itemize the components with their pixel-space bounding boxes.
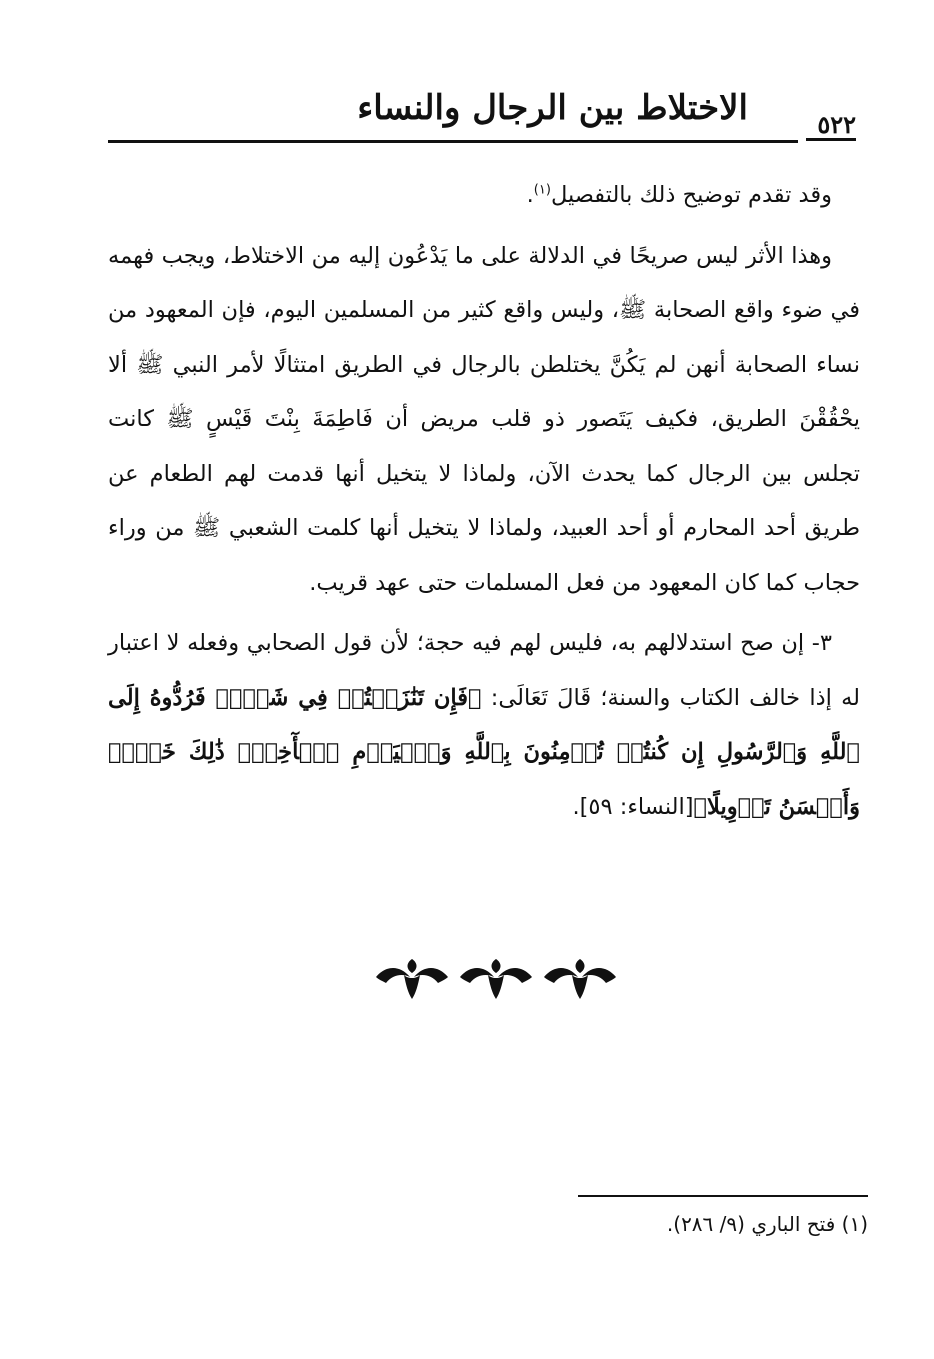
paragraph-1-end: . (526, 182, 534, 208)
quran-verse: ﴿فَإِن تَنَٰزَعۡتُمۡ فِي شَيۡءٖ فَرُدُّوهُ إِلَى ٱللَّهِ وَٱلرَّسُولِ إِن كُنتُمۡ تُؤۡمِنُونَ بِٱللَّهِ وَٱلۡيَوۡمِ ٱلۡأٓخِرِۚ ذَٰلِكَ خَيۡرٞ وَأَحۡسَنُ تَأۡوِيلًا﴾ (108, 684, 860, 820)
footnote-rule (578, 1195, 868, 1197)
page-header (108, 88, 858, 148)
body-text (108, 168, 860, 834)
verse-citation: [النساء: ٥٩]. (572, 793, 694, 820)
ornament-motif (544, 959, 616, 999)
footnote: (١) فتح الباري (٩/ ٢٨٦). (666, 1212, 868, 1236)
running-title: الاختلاط بين الرجال والنساء (357, 88, 748, 128)
paragraph-3 (108, 616, 860, 834)
ornament-motif (460, 959, 532, 999)
footnote-ref: (١) (533, 182, 551, 198)
paragraph-1-text: وقد تقدم توضيح ذلك بالتفصيل (550, 182, 832, 208)
paragraph-1 (108, 168, 860, 223)
ornament-divider (372, 955, 620, 1003)
paragraph-2: وهذا الأثر ليس صريحًا في الدلالة على ما يَدْعُون إليه من الاختلاط، ويجب فهمه في ضوء واقع الصحابة ﷺ، وليس واقع كثير من المسلمين اليوم، فإن المعهود من نساء الصحابة أنهن لم يَكُنَّ يختلطن بالرجال في الطريق امتثالًا لأمر النبي ﷺ ألا يحْقُقْنَ الطريق، فكيف يَتَصور ذو قلب مريض أن فَاطِمَةَ بِنْتَ قَيْسٍ ﷺ كانت تجلس بين الرجال كما يحدث الآن، ولماذا لا يتخيل أنها قدمت لهم الطعام عن طريق أحد المحارم أو أحد العبيد، ولماذا لا يتخيل أنها كلمت الشعبي ﷺ من وراء حجاب كما كان المعهود من فعل المسلمات حتى عهد قريب. (108, 242, 860, 596)
header-rule (108, 140, 798, 143)
paragraph-3-intro: ٣- إن صح استدلالهم به، فليس لهم فيه حجة؛ لأن قول الصحابي وفعله لا اعتبار له إذا خالف الكتاب والسنة؛ قَالَ تَعَالَى: (108, 630, 860, 711)
page-number: ٥٢٢ (817, 110, 856, 139)
page-number-underline (806, 138, 856, 141)
ornament-motif (376, 959, 448, 999)
